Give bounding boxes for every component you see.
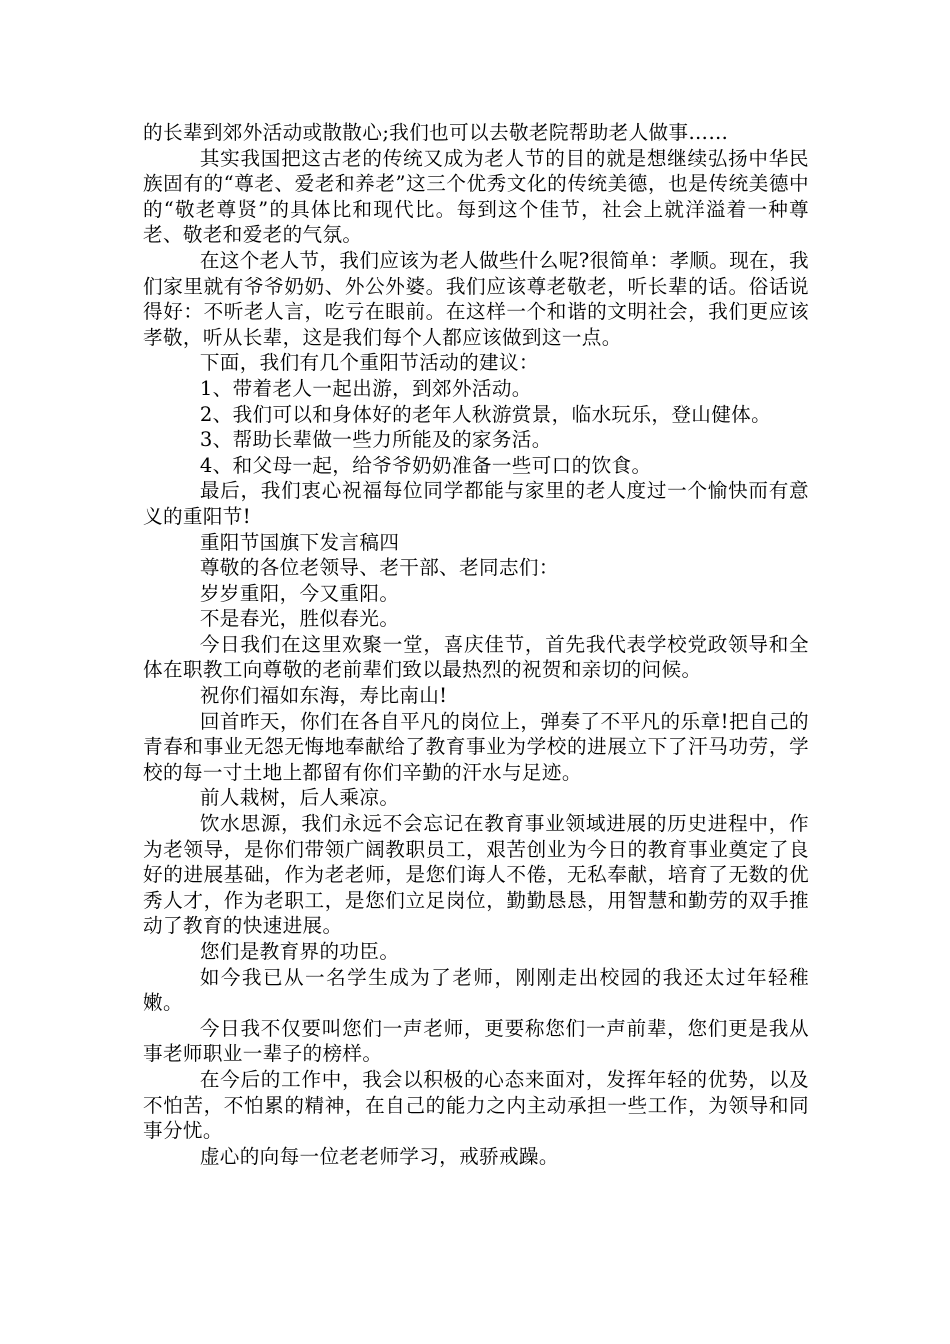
- paragraph: 虚心的向每一位老老师学习，戒骄戒躁。: [199, 1144, 559, 1168]
- paragraph: 3、帮助长辈做一些力所能及的家务活。: [199, 428, 552, 452]
- paragraph: 您们是教育界的功臣。: [199, 940, 400, 963]
- paragraph: 祝你们福如东海，寿比南山!: [199, 684, 448, 708]
- paragraph: 如今我已从一名学生成为了老师，刚刚走出校园的我还太过年轻稚嫩。: [143, 965, 809, 1015]
- paragraph: 其实我国把这古老的传统又成为老人节的目的就是想继续弘扬中华民族固有的“尊老、爱老和养老”这三个优秀文化的传统美德，也是传统美德中的“敬老尊贤”的具体比和现代比。每到这个佳节，社会上就洋溢着一种尊老、敬老和爱老的气氛。: [143, 146, 809, 247]
- paragraph: 饮水思源，我们永远不会忘记在教育事业领域进展的历史进程中，作为老领导，是你们带领广阔教职员工，艰苦创业为今日的教育事业奠定了良好的进展基础，作为老老师，是您们诲人不倦，无私奉献，培育了无数的优秀人才，作为老职工，是您们立足岗位，勤勤恳恳，用智慧和勤劳的双手推动了教育的快速进展。: [143, 812, 809, 938]
- paragraph: 重阳节国旗下发言稿四: [199, 530, 400, 554]
- paragraph: 今日我们在这里欢聚一堂，喜庆佳节，首先我代表学校党政领导和全体在职教工向尊敬的老前辈们致以最热烈的祝贺和亲切的问候。: [143, 632, 809, 682]
- paragraph: 1、带着老人一起出游，到郊外活动。: [199, 376, 532, 400]
- paragraph: 下面，我们有几个重阳节活动的建议：: [199, 351, 539, 375]
- paragraph: 尊敬的各位老领导、老干部、老同志们：: [199, 556, 559, 580]
- paragraph: 的长辈到郊外活动或散散心;我们也可以去敬老院帮助老人做事……: [143, 121, 729, 144]
- document-body: [143, 120, 809, 1169]
- paragraph: 2、我们可以和身体好的老年人秋游赏景，临水玩乐，登山健体。: [199, 402, 772, 426]
- paragraph: 在今后的工作中，我会以积极的心态来面对，发挥年轻的优势，以及不怕苦，不怕累的精神，在自己的能力之内主动承担一些工作，为领导和同事分忧。: [143, 1067, 809, 1143]
- paragraph: 前人栽树，后人乘凉。: [199, 786, 400, 810]
- paragraph: 不是春光，胜似春光。: [199, 607, 400, 631]
- paragraph: 最后，我们衷心祝福每位同学都能与家里的老人度过一个愉快而有意义的重阳节!: [143, 479, 809, 528]
- paragraph: 岁岁重阳，今又重阳。: [199, 581, 400, 605]
- paragraph: 4、和父母一起，给爷爷奶奶准备一些可口的饮食。: [199, 453, 652, 477]
- paragraph: 今日我不仅要叫您们一声老师，更要称您们一声前辈，您们更是我从事老师职业一辈子的榜样。: [143, 1016, 809, 1066]
- paragraph: 在这个老人节，我们应该为老人做些什么呢?很简单：孝顺。现在，我们家里就有爷爷奶奶、外公外婆。我们应该尊老敬老，听长辈的话。俗话说得好：不听老人言，吃亏在眼前。在这样一个和谐的文明社会，我们更应该孝敬，听从长辈，这是我们每个人都应该做到这一点。: [143, 248, 809, 349]
- paragraph: 回首昨天，你们在各自平凡的岗位上，弹奏了不平凡的乐章!把自己的青春和事业无怨无悔地奉献给了教育事业为学校的进展立下了汗马功劳，学校的每一寸土地上都留有你们辛勤的汗水与足迹。: [143, 709, 809, 784]
